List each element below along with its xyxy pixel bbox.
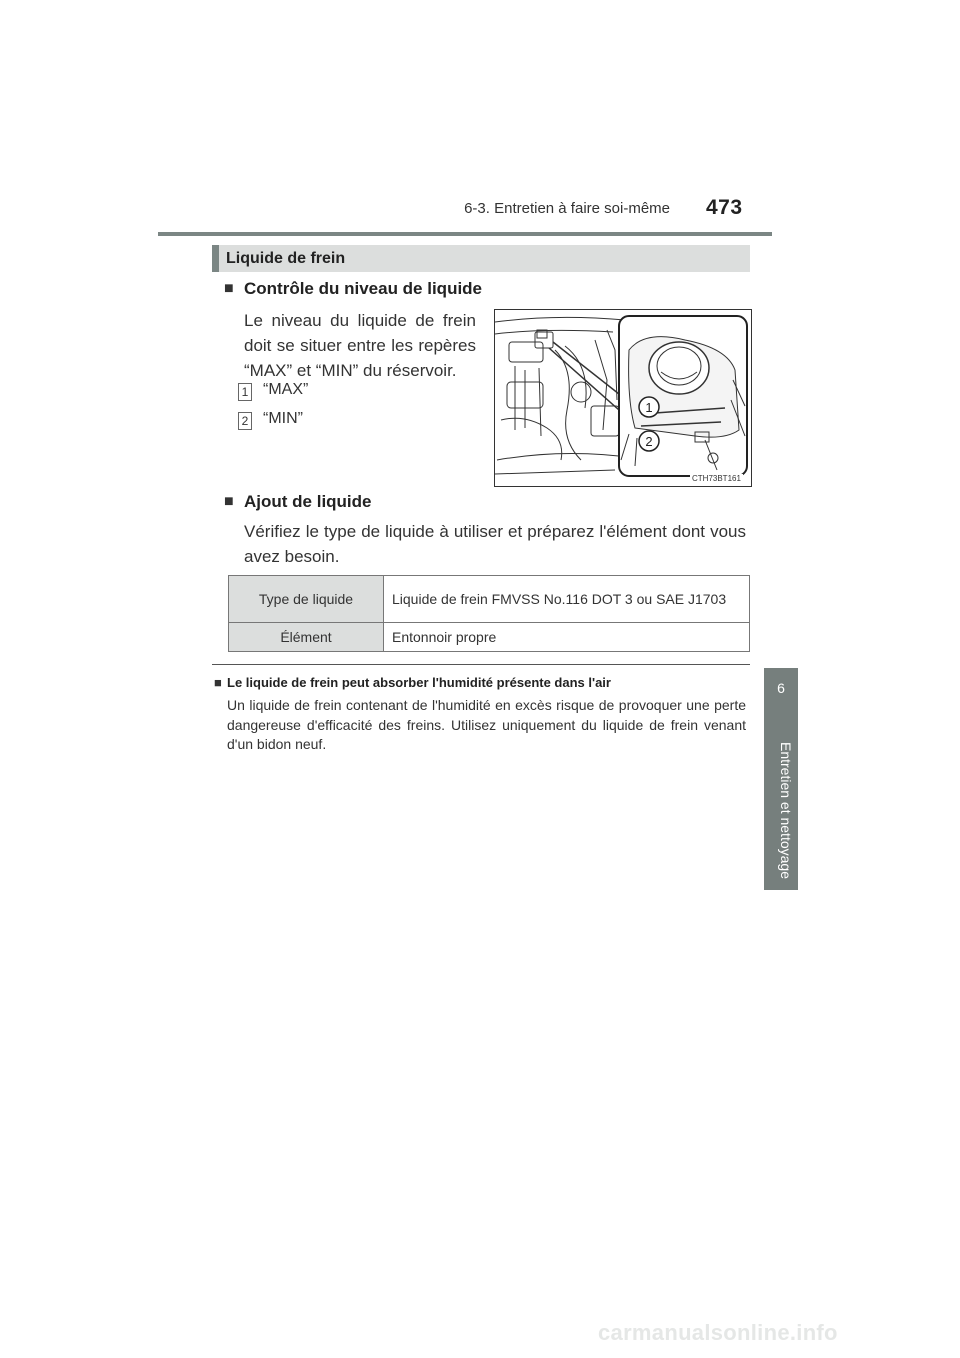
page-number: 473: [706, 196, 743, 219]
note-divider: [212, 664, 750, 665]
square-bullet-icon: ■: [214, 675, 222, 690]
table-header-cell: Type de liquide: [229, 576, 384, 623]
figure-callout-2-text: 2: [645, 434, 653, 449]
brake-reservoir-illustration: [494, 309, 752, 487]
chapter-number: 6: [777, 680, 785, 696]
note-title: Le liquide de frein peut absorber l'humidité présente dans l'air: [227, 675, 611, 690]
table-row: [229, 576, 750, 623]
callout-label-max: “MAX”: [263, 381, 309, 398]
watermark-text: carmanualsonline.info: [598, 1320, 838, 1345]
table-value-cell: Entonnoir propre: [384, 623, 750, 652]
table-row: [229, 623, 750, 652]
square-bullet-icon: ■: [224, 280, 234, 297]
header-rule: [158, 232, 772, 236]
section-header: 6-3. Entretien à faire soi-même: [464, 200, 670, 217]
add-fluid-text: Vérifiez le type de liquide à utiliser et préparez l'élément dont vous avez besoin.: [244, 522, 746, 566]
engine-bay-drawing: [495, 310, 751, 486]
table-value-cell: Liquide de frein FMVSS No.116 DOT 3 ou SAE J1703: [384, 576, 750, 623]
figure-callout-1-text: 1: [645, 400, 653, 415]
heading-add-fluid: Ajout de liquide: [244, 492, 372, 511]
heading-check-level: Contrôle du niveau de liquide: [244, 279, 483, 298]
fluid-table: [228, 575, 750, 652]
chapter-title: Entretien et nettoyage: [778, 742, 794, 879]
section-title-accent: [212, 245, 219, 272]
callout-number-2: 2: [238, 412, 252, 430]
callout-label-min: “MIN”: [263, 410, 303, 427]
section-title: Liquide de frein: [226, 250, 346, 267]
square-bullet-icon: ■: [224, 493, 234, 510]
callout-number-1: 1: [238, 383, 252, 401]
note-body: Un liquide de frein contenant de l'humidité en excès risque de provoquer une perte dangereuse d'efficacité des freins. Utilisez uniquement du liquide de frein venant d'un bidon neuf.: [227, 697, 746, 752]
table-header-cell: Élément: [229, 623, 384, 652]
check-level-text: Le niveau du liquide de frein doit se situer entre les repères “MAX” et “MIN” du réservoir.: [244, 311, 476, 380]
figure-caption: CTH73BT161: [692, 474, 741, 483]
